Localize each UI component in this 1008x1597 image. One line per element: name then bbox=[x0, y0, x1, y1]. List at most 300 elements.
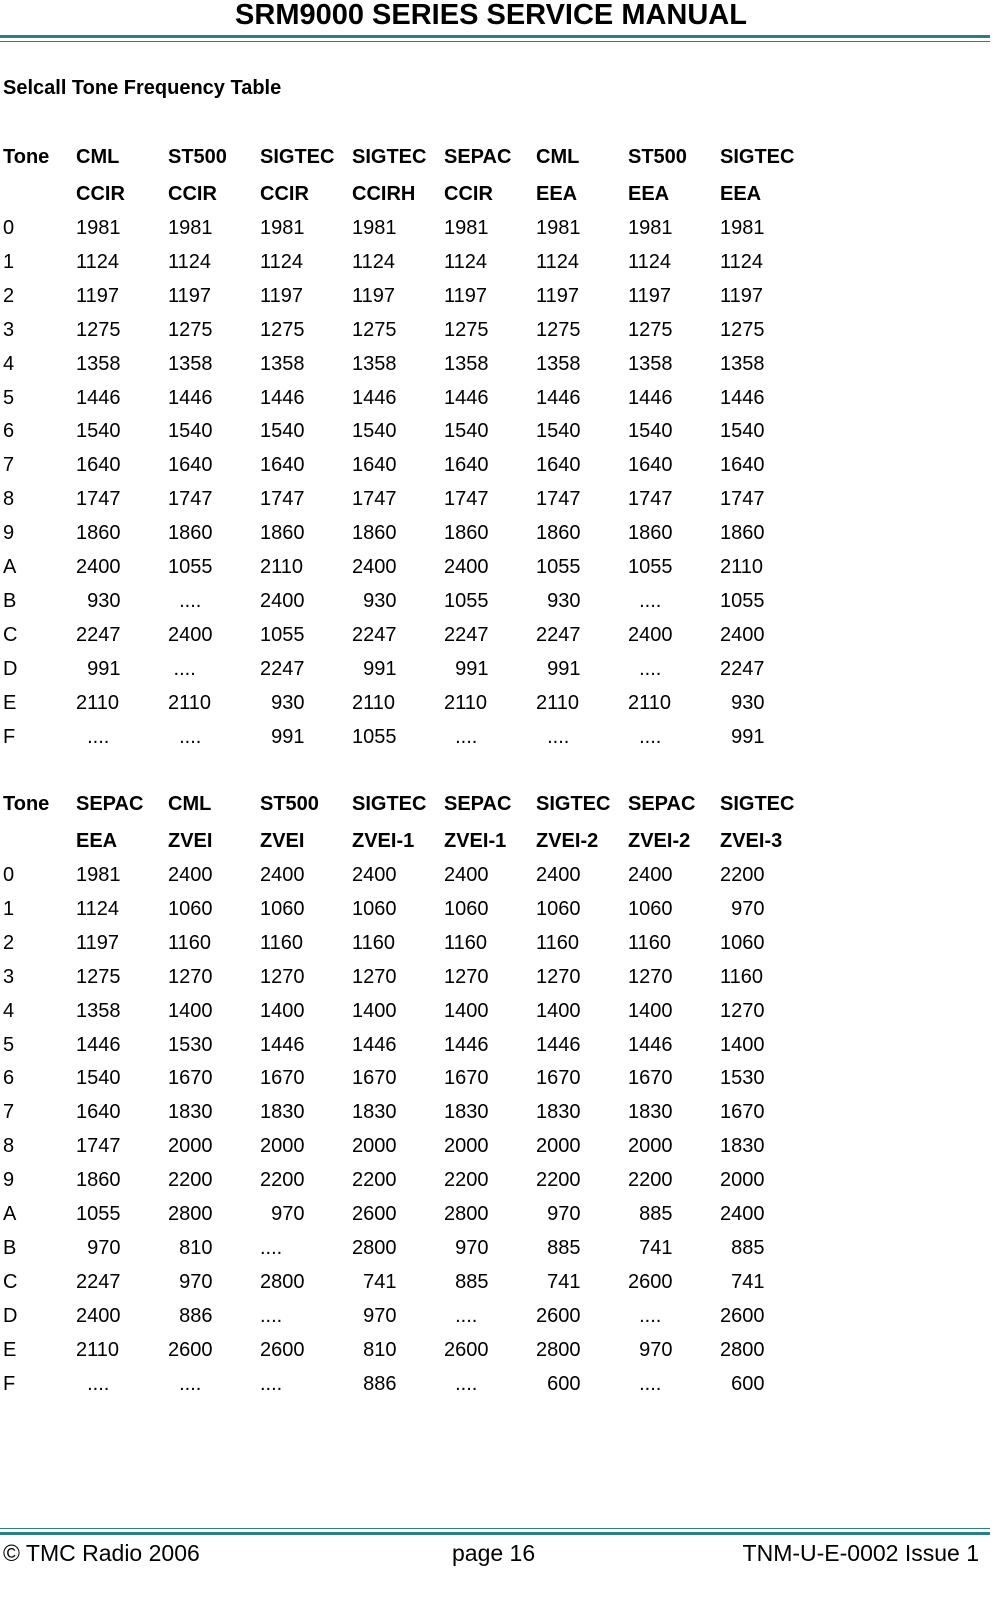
table-cell: 1540 bbox=[76, 420, 121, 443]
table-cell: 1860 bbox=[76, 1169, 121, 1192]
table-cell: 1640 bbox=[536, 454, 581, 477]
table-cell: 1275 bbox=[352, 318, 397, 341]
table-cell: 1860 bbox=[444, 522, 489, 545]
table-cell: .... bbox=[260, 1304, 283, 1327]
table-cell: 1124 bbox=[352, 250, 396, 273]
table-cell: 1270 bbox=[168, 965, 213, 988]
table-cell: 886 bbox=[352, 1372, 397, 1395]
table-cell: 1446 bbox=[76, 386, 121, 409]
table-row bbox=[3, 1169, 883, 1195]
table-cell: 1197 bbox=[76, 284, 120, 307]
table-cell: 991 bbox=[260, 725, 305, 748]
table-cell: SIGTEC bbox=[352, 146, 427, 168]
table-cell: 1400 bbox=[628, 999, 673, 1022]
table-cell: 1981 bbox=[352, 217, 397, 239]
table-cell: 991 bbox=[720, 725, 765, 748]
table-cell: 741 bbox=[628, 1236, 673, 1259]
table-cell: B bbox=[3, 589, 17, 612]
table-cell: 1275 bbox=[536, 318, 581, 341]
table-cell: 1446 bbox=[352, 1033, 397, 1056]
table-cell: 1747 bbox=[628, 488, 673, 511]
table-cell: 2400 bbox=[720, 623, 765, 646]
table-cell: CCIR bbox=[260, 183, 309, 205]
table-cell: 9 bbox=[3, 1169, 15, 1192]
table-cell: 1197 bbox=[628, 284, 672, 307]
table-cell: 1981 bbox=[720, 217, 765, 239]
table-cell: 1275 bbox=[628, 318, 673, 341]
table-cell: 1540 bbox=[444, 420, 489, 443]
table-cell: 2400 bbox=[628, 623, 673, 646]
table-cell: 2110 bbox=[536, 691, 580, 714]
table-cell: 2200 bbox=[628, 1169, 673, 1192]
table-cell: 1860 bbox=[720, 522, 765, 545]
table-cell: 885 bbox=[444, 1270, 489, 1293]
table-cell: 1830 bbox=[444, 1101, 489, 1124]
table-cell: 991 bbox=[352, 657, 397, 680]
table-cell: 1830 bbox=[536, 1101, 581, 1124]
table-cell: 810 bbox=[352, 1338, 397, 1361]
table-cell: 970 bbox=[352, 1304, 397, 1327]
table-cell: 1747 bbox=[168, 488, 213, 511]
table-cell: CML bbox=[76, 146, 120, 168]
table-cell: 2247 bbox=[76, 623, 121, 646]
table-cell: D bbox=[3, 657, 18, 680]
table-row bbox=[3, 285, 883, 311]
table-cell: 970 bbox=[260, 1203, 305, 1225]
table-cell: 1400 bbox=[168, 999, 213, 1022]
table-cell: 1540 bbox=[260, 420, 305, 443]
table-cell: 1400 bbox=[536, 999, 581, 1022]
table-cell: 991 bbox=[536, 657, 581, 680]
table-cell: 600 bbox=[720, 1372, 765, 1395]
table-cell: .... bbox=[76, 725, 110, 748]
table-cell: 0 bbox=[3, 864, 15, 886]
table-cell: 1275 bbox=[76, 318, 121, 341]
table-cell: 2247 bbox=[76, 1270, 121, 1293]
table-cell: 5 bbox=[3, 386, 15, 409]
table-cell: 1055 bbox=[720, 589, 765, 612]
table-cell: ZVEI-2 bbox=[628, 830, 691, 852]
table-cell: 2110 bbox=[720, 556, 764, 578]
table-cell: 1981 bbox=[628, 217, 673, 239]
table-row bbox=[3, 387, 883, 413]
table-cell: 1060 bbox=[352, 897, 397, 920]
table-cell: 2400 bbox=[352, 556, 397, 578]
table-cell: 1197 bbox=[720, 284, 764, 307]
table-cell: 1060 bbox=[260, 897, 305, 920]
table-header-row bbox=[3, 830, 883, 856]
table-cell: 1270 bbox=[720, 999, 765, 1022]
table-cell: 1670 bbox=[168, 1067, 213, 1090]
table-cell: .... bbox=[168, 1372, 202, 1395]
table-cell: 2800 bbox=[536, 1338, 581, 1361]
table-cell: CCIRH bbox=[352, 183, 416, 205]
table-cell: A bbox=[3, 556, 17, 578]
table-row bbox=[3, 1339, 883, 1365]
table-cell: 1670 bbox=[260, 1067, 305, 1090]
table-cell: 2 bbox=[3, 931, 15, 954]
table-cell: 2110 bbox=[260, 556, 304, 578]
table-cell: 1670 bbox=[536, 1067, 581, 1090]
table-row bbox=[3, 1135, 883, 1161]
table-cell: ST500 bbox=[260, 793, 319, 815]
table-cell: 2800 bbox=[168, 1203, 213, 1225]
table-cell: 1275 bbox=[76, 965, 121, 988]
table-cell: 1124 bbox=[168, 250, 212, 273]
table-cell: 1830 bbox=[168, 1101, 213, 1124]
table-cell: 2110 bbox=[76, 1338, 120, 1361]
table-cell: 2247 bbox=[260, 657, 305, 680]
table-cell: 1640 bbox=[76, 1101, 121, 1124]
table-cell: 1197 bbox=[536, 284, 580, 307]
table-cell: 1055 bbox=[444, 589, 489, 612]
table-row bbox=[3, 1271, 883, 1297]
table-cell: A bbox=[3, 1203, 17, 1225]
table-cell: 1060 bbox=[444, 897, 489, 920]
table-cell: 970 bbox=[536, 1203, 581, 1225]
table-cell: 2 bbox=[3, 284, 15, 307]
table-row bbox=[3, 319, 883, 345]
table-cell: 1446 bbox=[536, 386, 581, 409]
table-cell: 1446 bbox=[168, 386, 213, 409]
table-cell: 5 bbox=[3, 1033, 15, 1056]
table-row bbox=[3, 454, 883, 480]
table-cell: 1270 bbox=[628, 965, 673, 988]
table-cell: 970 bbox=[444, 1236, 489, 1259]
table-cell: CML bbox=[168, 793, 212, 815]
table-cell: ZVEI bbox=[260, 830, 305, 852]
table-row bbox=[3, 864, 883, 890]
table-cell: 1 bbox=[3, 250, 15, 273]
table-cell: 1446 bbox=[352, 386, 397, 409]
table-cell: 1400 bbox=[720, 1033, 765, 1056]
table-cell: 1860 bbox=[536, 522, 581, 545]
table-cell: 1 bbox=[3, 897, 15, 920]
table-cell: 1446 bbox=[628, 386, 673, 409]
table-cell: 2000 bbox=[352, 1135, 397, 1158]
table-cell: 4 bbox=[3, 999, 15, 1022]
table-cell: 2400 bbox=[628, 864, 673, 886]
table-cell: 2110 bbox=[444, 691, 488, 714]
table-cell: 2200 bbox=[352, 1169, 397, 1192]
table-cell: 2200 bbox=[536, 1169, 581, 1192]
header-rule-bottom bbox=[0, 41, 990, 42]
table-cell: 741 bbox=[536, 1270, 581, 1293]
table-cell: 930 bbox=[260, 691, 305, 714]
table-cell: 1275 bbox=[720, 318, 765, 341]
table-cell: 2200 bbox=[444, 1169, 489, 1192]
table-cell: SEPAC bbox=[628, 793, 696, 815]
table-cell: 2110 bbox=[352, 691, 396, 714]
table-cell: 930 bbox=[536, 589, 581, 612]
table-cell: 1124 bbox=[536, 250, 580, 273]
table-cell: 930 bbox=[352, 589, 397, 612]
footer-rule-top bbox=[0, 1528, 990, 1529]
table-cell: 2400 bbox=[76, 1304, 121, 1327]
section-title: Selcall Tone Frequency Table bbox=[3, 77, 282, 99]
table-cell: 1275 bbox=[168, 318, 213, 341]
table-cell: 2200 bbox=[720, 864, 765, 886]
table-cell: EEA bbox=[536, 183, 578, 205]
table-cell: 1640 bbox=[444, 454, 489, 477]
table-cell: 1358 bbox=[352, 352, 397, 375]
table-cell: 3 bbox=[3, 318, 15, 341]
table-cell: 1060 bbox=[720, 931, 765, 954]
table-cell: 1160 bbox=[260, 931, 304, 954]
table-cell: 2247 bbox=[720, 657, 765, 680]
table-cell: ZVEI bbox=[168, 830, 213, 852]
table-cell: 2400 bbox=[444, 864, 489, 886]
table-cell: 1055 bbox=[536, 556, 581, 578]
table-cell: E bbox=[3, 691, 17, 714]
table-cell: 1640 bbox=[260, 454, 305, 477]
table-cell: 2600 bbox=[720, 1304, 765, 1327]
table-row bbox=[3, 1067, 883, 1093]
table-cell: 2800 bbox=[260, 1270, 305, 1293]
table-cell: SIGTEC bbox=[720, 146, 795, 168]
table-cell: .... bbox=[168, 589, 202, 612]
table-cell: 1981 bbox=[536, 217, 581, 239]
table-cell: 1747 bbox=[444, 488, 489, 511]
table-cell: 1275 bbox=[444, 318, 489, 341]
table-cell: 1400 bbox=[352, 999, 397, 1022]
table-cell: 2000 bbox=[260, 1135, 305, 1158]
page-header-title: SRM9000 SERIES SERVICE MANUAL bbox=[235, 0, 747, 31]
table-cell: 1446 bbox=[76, 1033, 121, 1056]
table-cell: 1160 bbox=[444, 931, 488, 954]
table-row bbox=[3, 251, 883, 277]
table-cell: 1055 bbox=[352, 725, 397, 748]
table-cell: 600 bbox=[536, 1372, 581, 1395]
table-cell: 1055 bbox=[168, 556, 213, 578]
table-row bbox=[3, 726, 883, 752]
table-cell: C bbox=[3, 623, 18, 646]
table-cell: .... bbox=[628, 657, 662, 680]
table-cell: 1270 bbox=[260, 965, 305, 988]
table-row bbox=[3, 1237, 883, 1263]
table-cell: 2600 bbox=[628, 1270, 673, 1293]
table-cell: 1358 bbox=[720, 352, 765, 375]
table-row bbox=[3, 217, 883, 243]
table-cell: 1830 bbox=[260, 1101, 305, 1124]
table-cell: 930 bbox=[720, 691, 765, 714]
table-cell: 1124 bbox=[444, 250, 488, 273]
table-cell: 885 bbox=[536, 1236, 581, 1259]
table-cell: 1747 bbox=[352, 488, 397, 511]
table-cell: CML bbox=[536, 146, 580, 168]
table-cell: 810 bbox=[168, 1236, 213, 1259]
table-cell: 1197 bbox=[444, 284, 488, 307]
table-cell: .... bbox=[536, 725, 570, 748]
table-cell: EEA bbox=[628, 183, 670, 205]
table-cell: 3 bbox=[3, 965, 15, 988]
table-cell: ZVEI-3 bbox=[720, 830, 783, 852]
table-cell: E bbox=[3, 1338, 17, 1361]
table-cell: 1270 bbox=[536, 965, 581, 988]
table-cell: 1530 bbox=[168, 1033, 213, 1056]
table-cell: 1540 bbox=[628, 420, 673, 443]
table-row bbox=[3, 932, 883, 958]
table-cell: 930 bbox=[76, 589, 121, 612]
table-cell: Tone bbox=[3, 146, 50, 168]
header-rule-top bbox=[0, 35, 990, 38]
table-row bbox=[3, 898, 883, 924]
table-cell: 2400 bbox=[260, 864, 305, 886]
table-cell: 1981 bbox=[76, 217, 121, 239]
table-cell: 1670 bbox=[720, 1101, 765, 1124]
table-row bbox=[3, 488, 883, 514]
table-cell: 1446 bbox=[720, 386, 765, 409]
table-row bbox=[3, 590, 883, 616]
table-cell: 2110 bbox=[168, 691, 212, 714]
table-cell: 2400 bbox=[76, 556, 121, 578]
table-cell: 1358 bbox=[76, 352, 121, 375]
table-cell: SIGTEC bbox=[720, 793, 795, 815]
table-cell: SIGTEC bbox=[536, 793, 611, 815]
table-cell: 1981 bbox=[260, 217, 305, 239]
table-cell: 1830 bbox=[628, 1101, 673, 1124]
table-cell: CCIR bbox=[76, 183, 125, 205]
table-cell: 1160 bbox=[536, 931, 580, 954]
table-row bbox=[3, 420, 883, 446]
table-cell: 1670 bbox=[628, 1067, 673, 1090]
table-cell: .... bbox=[168, 725, 202, 748]
table-cell: 1197 bbox=[76, 931, 120, 954]
table-cell: SEPAC bbox=[444, 793, 512, 815]
table-cell: 1358 bbox=[260, 352, 305, 375]
table-cell: SIGTEC bbox=[260, 146, 335, 168]
table-cell: 2400 bbox=[352, 864, 397, 886]
table-cell: 1540 bbox=[720, 420, 765, 443]
table-cell: 1747 bbox=[260, 488, 305, 511]
table-cell: D bbox=[3, 1304, 18, 1327]
table-cell: SIGTEC bbox=[352, 793, 427, 815]
table-cell: 970 bbox=[168, 1270, 213, 1293]
table-cell: B bbox=[3, 1236, 17, 1259]
table-cell: 1124 bbox=[76, 250, 120, 273]
table-cell: 1446 bbox=[260, 386, 305, 409]
table-cell: 1358 bbox=[168, 352, 213, 375]
table-cell: 2600 bbox=[444, 1338, 489, 1361]
table-cell: ZVEI-1 bbox=[444, 830, 507, 852]
table-cell: CCIR bbox=[444, 183, 493, 205]
table-cell: 1981 bbox=[76, 864, 121, 886]
table-cell: 1400 bbox=[444, 999, 489, 1022]
table-cell: ST500 bbox=[168, 146, 227, 168]
table-cell: 2400 bbox=[720, 1203, 765, 1225]
footer-rule-bottom bbox=[0, 1532, 990, 1535]
table-cell: 7 bbox=[3, 1101, 15, 1124]
table-cell: 885 bbox=[720, 1236, 765, 1259]
table-cell: 1860 bbox=[168, 522, 213, 545]
table-row bbox=[3, 624, 883, 650]
table-cell: .... bbox=[168, 657, 196, 680]
table-cell: 8 bbox=[3, 1135, 15, 1158]
table-row bbox=[3, 353, 883, 379]
table-cell: 991 bbox=[444, 657, 489, 680]
table-cell: EEA bbox=[76, 830, 118, 852]
table-cell: 1160 bbox=[720, 965, 764, 988]
table-cell: 1981 bbox=[444, 217, 489, 239]
table-cell: 1640 bbox=[76, 454, 121, 477]
table-cell: 1530 bbox=[720, 1067, 765, 1090]
table-cell: CCIR bbox=[168, 183, 217, 205]
table-row bbox=[3, 692, 883, 718]
table-cell: 2247 bbox=[352, 623, 397, 646]
table-cell: 1124 bbox=[76, 897, 120, 920]
table-cell: 1055 bbox=[76, 1203, 121, 1225]
table-cell: 1860 bbox=[260, 522, 305, 545]
table-cell: 1160 bbox=[352, 931, 396, 954]
table-cell: 1124 bbox=[260, 250, 304, 273]
table-header-row bbox=[3, 146, 883, 172]
table-cell: 2200 bbox=[168, 1169, 213, 1192]
table-cell: 6 bbox=[3, 420, 15, 443]
table-cell: 2110 bbox=[76, 691, 120, 714]
table-cell: F bbox=[3, 725, 16, 748]
table-cell: .... bbox=[260, 1236, 283, 1259]
table-cell: .... bbox=[76, 1372, 110, 1395]
table-cell: 2800 bbox=[720, 1338, 765, 1361]
table-cell: 1197 bbox=[352, 284, 396, 307]
table-cell: 1860 bbox=[352, 522, 397, 545]
table-cell: .... bbox=[628, 1372, 662, 1395]
table-cell: 0 bbox=[3, 217, 15, 239]
table-cell: 1640 bbox=[628, 454, 673, 477]
table-cell: 1860 bbox=[76, 522, 121, 545]
table-cell: 1540 bbox=[168, 420, 213, 443]
table-cell: 1055 bbox=[628, 556, 673, 578]
table-cell: 1275 bbox=[260, 318, 305, 341]
footer-document-id: TNM-U-E-0002 Issue 1 bbox=[742, 1540, 979, 1566]
table-cell: 1060 bbox=[536, 897, 581, 920]
table-row bbox=[3, 1000, 883, 1026]
table-cell: 741 bbox=[352, 1270, 397, 1293]
table-header-row bbox=[3, 183, 883, 209]
table-cell: F bbox=[3, 1372, 16, 1395]
table-cell: SEPAC bbox=[76, 793, 144, 815]
table-cell: 970 bbox=[628, 1338, 673, 1361]
table-cell: .... bbox=[628, 725, 662, 748]
table-cell: 991 bbox=[76, 657, 121, 680]
table-cell: 2800 bbox=[352, 1236, 397, 1259]
table-cell: 970 bbox=[76, 1236, 121, 1259]
footer-copyright: © TMC Radio 2006 bbox=[3, 1540, 200, 1566]
table-cell: 1747 bbox=[536, 488, 581, 511]
table-cell: 2400 bbox=[168, 623, 213, 646]
table-cell: 4 bbox=[3, 352, 15, 375]
table-cell: 1270 bbox=[352, 965, 397, 988]
table-cell: Tone bbox=[3, 793, 50, 815]
table-cell: 2000 bbox=[536, 1135, 581, 1158]
table-cell: SEPAC bbox=[444, 146, 512, 168]
table-cell: 2600 bbox=[352, 1203, 397, 1225]
table-row bbox=[3, 1203, 883, 1229]
table-cell: 1446 bbox=[444, 386, 489, 409]
table-cell: 1830 bbox=[352, 1101, 397, 1124]
table-cell: C bbox=[3, 1270, 18, 1293]
table-cell: 885 bbox=[628, 1203, 673, 1225]
table-cell: 1446 bbox=[260, 1033, 305, 1056]
table-cell: 1400 bbox=[260, 999, 305, 1022]
table-row bbox=[3, 1305, 883, 1331]
table-cell: 1830 bbox=[720, 1135, 765, 1158]
table-cell: 2110 bbox=[628, 691, 672, 714]
table-row bbox=[3, 556, 883, 582]
table-cell: 1446 bbox=[536, 1033, 581, 1056]
table-cell: 886 bbox=[168, 1304, 213, 1327]
table-cell: 1160 bbox=[168, 931, 212, 954]
